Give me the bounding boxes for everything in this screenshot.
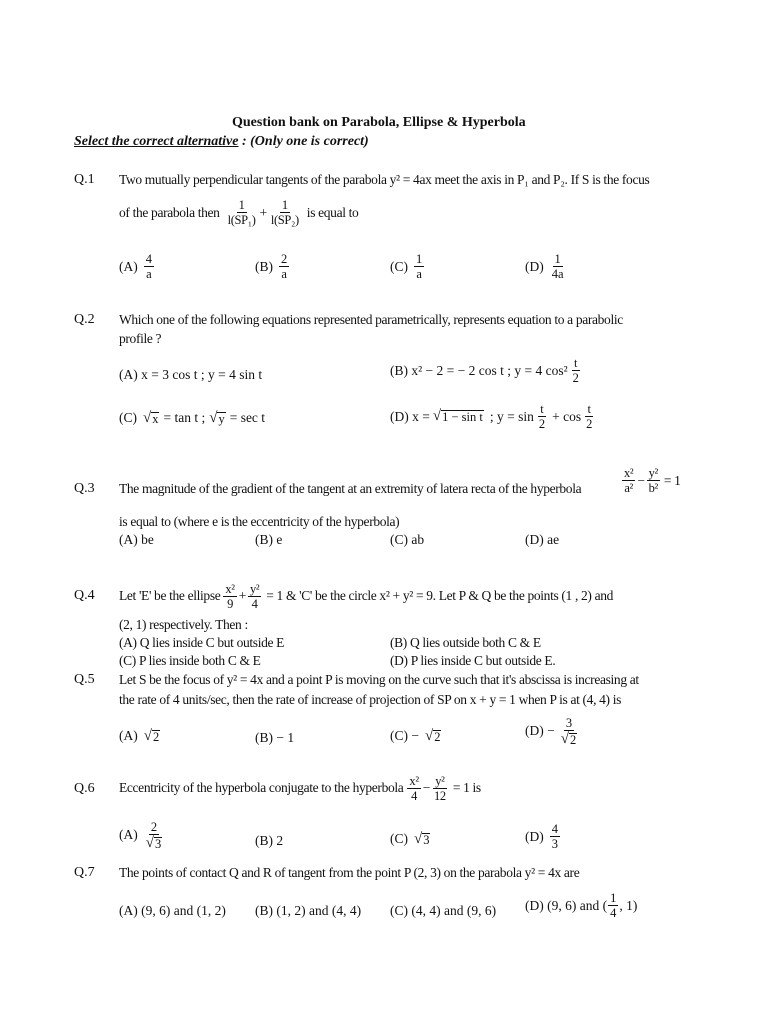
option-text: = tan t ;	[163, 410, 206, 425]
fraction	[622, 466, 635, 495]
option-d[interactable]	[525, 822, 562, 851]
fraction	[144, 252, 154, 281]
denominator: 9	[227, 596, 233, 611]
text-fragment: Let 'E' be the ellipse	[119, 588, 221, 603]
fraction	[414, 252, 424, 281]
option-b[interactable]: (B) e	[255, 532, 283, 547]
operator: −	[637, 472, 645, 488]
option-c[interactable]: (C) P lies inside both C & E	[119, 653, 261, 668]
numerator: 2	[281, 252, 288, 266]
option-d[interactable]: (D) ae	[525, 532, 560, 547]
numerator: x²	[225, 581, 235, 596]
question-text-line2: the rate of 4 units/sec, then the rate of increase of projection of SP on x + y = 1 when P is at (4, 4) is	[119, 692, 621, 707]
option-c[interactable]	[390, 831, 430, 847]
option-label: (B)	[255, 258, 273, 274]
denominator: 4	[251, 596, 258, 611]
option-label: (D) −	[525, 723, 555, 739]
question-number: Q.5	[74, 672, 95, 687]
option-d[interactable]	[390, 402, 596, 431]
denominator: a²	[624, 481, 633, 495]
denominator: 2	[572, 371, 579, 385]
option-b[interactable]: (B) − 1	[255, 730, 295, 745]
question-text	[119, 575, 613, 617]
denominator: b²	[648, 481, 658, 495]
denominator: a	[146, 267, 152, 281]
fraction	[608, 891, 618, 920]
question-number: Q.6	[74, 781, 95, 796]
sqrt-icon: √ x	[143, 409, 159, 426]
question-number: Q.3	[74, 481, 95, 496]
numerator: 2	[150, 820, 158, 834]
denominator: 2	[586, 417, 593, 431]
text-fragment: of the parabola then	[119, 204, 220, 220]
option-label: (C)	[119, 410, 137, 425]
denominator: 4a	[551, 267, 564, 281]
operator: +	[259, 204, 267, 220]
radicand: 2	[152, 729, 160, 744]
option-c[interactable]: (C) ab	[390, 532, 425, 547]
question-text	[119, 767, 481, 809]
option-c[interactable]: (C) (4, 4) and (9, 6)	[390, 903, 497, 918]
question-text: The points of contact Q and R of tangent from the point P (2, 3) on the parabola y² = 4x are	[119, 865, 580, 880]
denominator	[559, 731, 579, 747]
denominator: 12	[434, 788, 446, 803]
option-b[interactable]: (B) (1, 2) and (4, 4)	[255, 903, 362, 918]
question-text: The magnitude of the gradient of the tangent at an extremity of latera recta of the hyperbola	[119, 481, 582, 496]
sqrt-icon: √ 3	[145, 834, 162, 851]
denominator: a	[281, 267, 287, 281]
fraction	[559, 716, 579, 747]
numerator: x²	[409, 773, 419, 788]
numerator: 1	[554, 252, 561, 266]
question-text: Two mutually perpendicular tangents of the parabola y² = 4ax meet the axis in P₁ and P₂. If S is the focus	[119, 172, 650, 187]
option-label: (A)	[119, 827, 138, 843]
fraction	[432, 774, 448, 803]
radicand: 2	[434, 729, 441, 744]
option-text: , 1)	[619, 897, 638, 913]
option-text: (D) x =	[390, 408, 430, 424]
question-text-line2: profile ?	[119, 331, 162, 346]
sqrt-icon: √ 2	[560, 730, 577, 747]
numerator: y²	[249, 581, 260, 596]
option-c[interactable]	[390, 252, 426, 281]
text-fragment: = 1 is	[452, 780, 481, 795]
option-a[interactable]: (A) be	[119, 532, 154, 547]
fraction	[550, 822, 560, 851]
option-b[interactable]	[390, 356, 583, 385]
fraction	[279, 252, 289, 281]
numerator: 1	[281, 198, 288, 212]
question-text: Which one of the following equations represented parametrically, represents equation to a parabolic	[119, 312, 623, 327]
text-fragment: Eccentricity of the hyperbola conjugate to the hyperbola	[119, 780, 404, 795]
fraction	[647, 466, 660, 495]
instructions-underlined: Select the correct alternative	[74, 134, 239, 149]
option-a[interactable]	[119, 728, 160, 744]
option-d[interactable]	[525, 716, 581, 747]
option-a[interactable]: (A) x = 3 cos t ; y = 4 sin t	[119, 367, 263, 382]
option-c[interactable]	[390, 728, 441, 744]
fraction	[550, 252, 566, 281]
numerator: 3	[565, 716, 573, 730]
radicand: x	[152, 411, 159, 426]
option-text: + cos	[552, 408, 582, 424]
option-d[interactable]	[525, 891, 637, 920]
numerator: 1	[238, 198, 245, 212]
radicand: 1 − sin t	[442, 410, 483, 424]
option-d[interactable]	[525, 252, 568, 281]
instructions	[74, 134, 369, 150]
option-label: (D)	[525, 258, 544, 274]
question-number: Q.7	[74, 865, 95, 880]
option-text: ; y = sin	[489, 408, 534, 424]
sqrt-icon: √ 2	[424, 727, 441, 744]
option-a[interactable]	[119, 252, 156, 281]
option-text: = sec t	[229, 410, 266, 425]
hyperbola-equation	[620, 466, 681, 495]
radicand: 2	[569, 732, 577, 747]
fraction	[223, 582, 236, 611]
denominator: a	[416, 267, 422, 281]
question-text-line2	[119, 198, 358, 227]
operator: +	[238, 588, 246, 603]
option-text: (D) (9, 6) and (	[525, 897, 608, 913]
option-label: (C)	[390, 831, 408, 846]
denominator: l(SP₂)	[270, 213, 299, 227]
option-a[interactable]: (A) Q lies inside C but outside E	[119, 635, 285, 650]
option-b[interactable]: (B) Q lies outside both C & E	[390, 635, 541, 650]
option-a[interactable]	[119, 820, 166, 851]
sqrt-icon: √ y	[209, 409, 225, 426]
radicand: 3	[154, 836, 162, 851]
option-label: (A)	[119, 728, 138, 743]
option-b[interactable]	[255, 252, 291, 281]
sqrt-icon: √ 2	[143, 727, 160, 744]
fraction	[537, 402, 547, 431]
denominator: 3	[551, 837, 558, 851]
question-text-line2: is equal to (where e is the eccentricity of the hyperbola)	[119, 514, 400, 529]
radicand: 3	[423, 832, 430, 847]
option-label: (A)	[119, 258, 138, 274]
fraction	[584, 402, 594, 431]
numerator: t	[574, 356, 578, 370]
numerator: t	[540, 402, 544, 416]
sqrt-icon: √ 3	[414, 830, 430, 847]
equation-rhs: = 1	[663, 472, 681, 488]
fraction	[248, 582, 261, 611]
option-a[interactable]: (A) (9, 6) and (1, 2)	[119, 903, 226, 918]
denominator: 2	[538, 417, 546, 431]
text-fragment: = 1 & 'C' be the circle x² + y² = 9. Let P & Q be the points (1 , 2) and	[266, 588, 614, 603]
option-c[interactable]	[119, 410, 265, 426]
sqrt-icon: √ 1 − sin t	[432, 408, 483, 424]
option-text: (B) x² − 2 = − 2 cos t ; y = 4 cos²	[390, 362, 568, 378]
numerator: x²	[624, 466, 634, 480]
numerator: 4	[145, 252, 152, 266]
fraction	[144, 820, 164, 851]
numerator: 1	[416, 252, 423, 266]
radicand: y	[218, 411, 225, 426]
fraction	[269, 198, 301, 227]
question-number: Q.4	[74, 588, 95, 603]
question-text-line2: (2, 1) respectively. Then :	[119, 617, 248, 632]
option-b[interactable]: (B) 2	[255, 833, 284, 848]
denominator: l(SP₁)	[227, 213, 256, 227]
numerator: t	[587, 402, 591, 416]
denominator: 4	[411, 788, 418, 803]
option-label: (D)	[525, 828, 544, 844]
fraction	[407, 774, 420, 803]
page-title: Question bank on Parabola, Ellipse & Hyperbola	[232, 115, 526, 130]
option-label: (C) −	[390, 728, 419, 743]
fraction	[226, 198, 258, 227]
operator: −	[422, 780, 430, 795]
denominator	[144, 835, 164, 851]
option-label: (C)	[390, 258, 408, 274]
denominator: 4	[610, 906, 617, 920]
fraction	[571, 356, 581, 385]
question-number: Q.1	[74, 172, 95, 187]
option-d[interactable]: (D) P lies inside C but outside E.	[390, 653, 556, 668]
numerator: 1	[610, 891, 617, 905]
question-text: Let S be the focus of y² = 4x and a point P is moving on the curve such that it's abscissa is increasing at	[119, 672, 639, 687]
numerator: y²	[648, 466, 658, 480]
question-number: Q.2	[74, 312, 95, 327]
numerator: 4	[551, 822, 558, 836]
instructions-rest: : (Only one is correct)	[238, 134, 369, 149]
text-fragment: is equal to	[306, 204, 359, 220]
numerator: y²	[435, 773, 445, 788]
